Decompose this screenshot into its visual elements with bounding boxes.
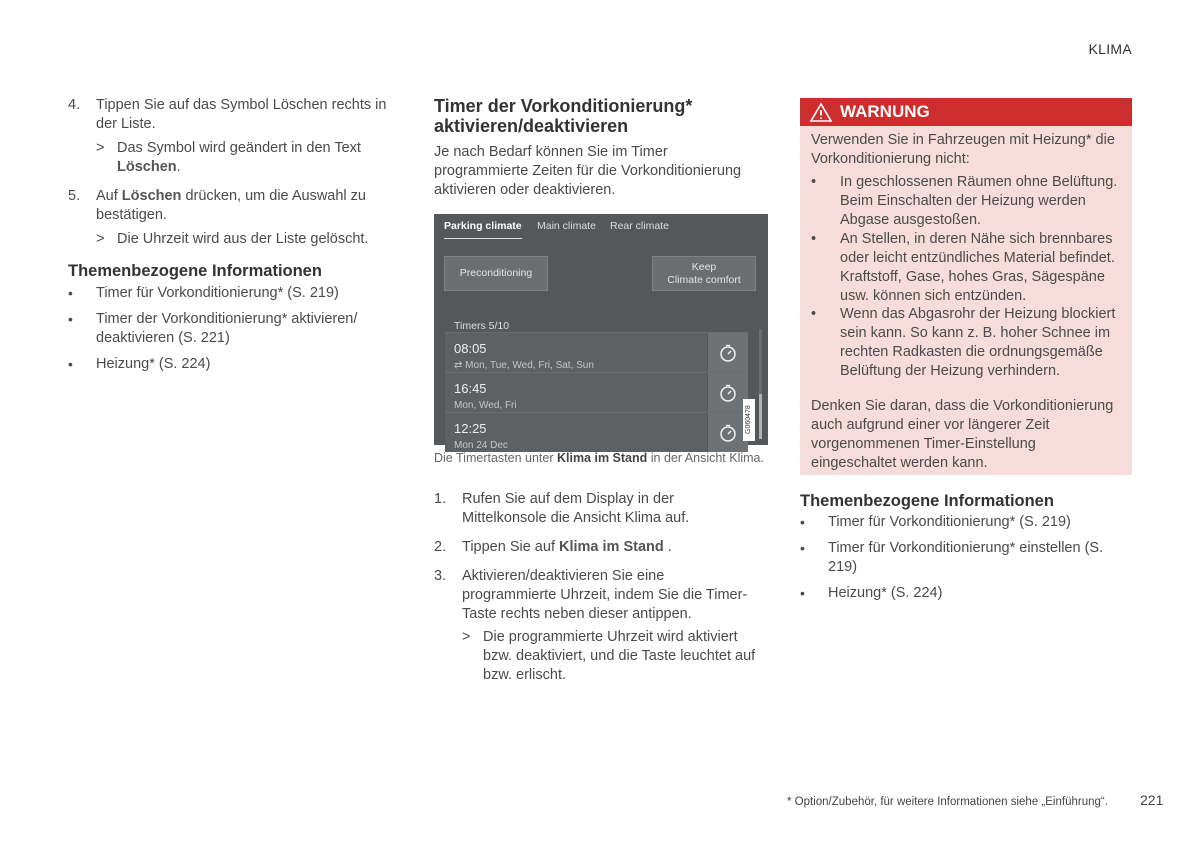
warning-bullet-text: In geschlossenen Räumen ohne Belüftung. Beim Einschalten der Heizung werden Abgase ausgestoßen. [840, 174, 1118, 228]
timer-days: Mon 24 Dec [454, 440, 508, 451]
bullet-dot: • [68, 356, 73, 372]
tab-parking-climate[interactable]: Parking climate [444, 217, 522, 239]
intro-text: Je nach Bedarf können Sie im Timer programmierte Zeiten für die Vorkonditionierung aktivieren oder deaktivieren. [434, 144, 742, 198]
step-2 [434, 538, 769, 557]
step-4 [68, 96, 403, 134]
tab-rear-climate[interactable]: Rear climate [610, 220, 669, 232]
related-heading: Themenbezogene Informationen [68, 262, 322, 280]
timer-time: 16:45 [454, 381, 487, 396]
button-label-line-1: Keep [691, 260, 717, 273]
related-link-text: Timer für Vorkonditionierung* (S. 219) [828, 514, 1071, 530]
bullet-dot: • [800, 514, 805, 530]
related-link[interactable] [800, 584, 1132, 603]
keep-climate-comfort-button[interactable] [652, 256, 756, 291]
result-marker: > [462, 629, 471, 645]
timer-toggle-button[interactable] [707, 373, 748, 412]
bullet-dot: • [68, 311, 73, 327]
related-heading: Themenbezogene Informationen [800, 492, 1054, 510]
tab-main-climate[interactable]: Main climate [537, 220, 596, 232]
step-5-result [68, 230, 403, 249]
ui-term-klima-im-stand: Klima im Stand [559, 539, 664, 555]
warning-triangle-icon [810, 102, 832, 122]
related-link-text: Timer der Vorkonditionierung* aktivieren/ deaktivieren (S. 221) [96, 311, 358, 346]
bullet-dot: • [811, 231, 817, 247]
step-number: 4. [68, 97, 81, 113]
footnote: * Option/Zubehör, für weitere Informationen siehe „Einführung“. [787, 796, 1108, 808]
related-link-text: Heizung* (S. 224) [828, 585, 943, 601]
related-link[interactable] [800, 539, 1132, 577]
ui-term-loeschen: Löschen [117, 159, 177, 175]
section-title: KLIMA [1088, 41, 1132, 57]
timer-toggle-button[interactable] [707, 333, 748, 372]
step-number: 3. [434, 568, 447, 584]
stopwatch-icon [718, 383, 738, 403]
climate-screen-image [434, 214, 768, 451]
step-text: Tippen Sie auf das Symbol Löschen rechts in der Liste. [96, 97, 387, 132]
timer-time: 12:25 [454, 421, 487, 436]
screen-tabs [434, 214, 768, 234]
stopwatch-icon [718, 343, 738, 363]
result-text: Die programmierte Uhrzeit wird aktiviert bzw. deaktiviert, und die Taste leuchtet auf bzw. erlischt. [483, 629, 756, 683]
step-3 [434, 567, 769, 624]
warning-header [800, 98, 1132, 126]
image-caption [434, 450, 764, 467]
related-link-text: Heizung* (S. 224) [96, 356, 211, 372]
heading-line-1: Timer der Vorkonditionierung* [434, 96, 693, 116]
repeat-icon: ⇄ [454, 360, 463, 371]
step-number: 1. [434, 491, 447, 507]
warning-intro: Verwenden Sie in Fahrzeugen mit Heizung* die Vorkonditionierung nicht: [811, 132, 1115, 167]
bullet-dot: • [811, 174, 817, 190]
bullet-dot: • [800, 540, 805, 556]
related-link[interactable] [68, 284, 403, 303]
result-marker: > [96, 140, 105, 156]
related-link-text: Timer für Vorkonditionierung* einstellen (S. 219) [828, 540, 1104, 575]
page-heading [434, 96, 692, 136]
timer-time: 08:05 [454, 341, 487, 356]
related-link[interactable] [68, 355, 403, 374]
warning-box [800, 126, 1132, 475]
step-4-result [68, 139, 403, 177]
step-text: Auf [96, 188, 122, 204]
warning-bullet-text: Wenn das Abgasrohr der Heizung blockiert sein kann. So kann z. B. hoher Schnee im rechten Radkasten die ordnungsgemäße Belüftung der Heizung verhindern. [840, 306, 1116, 379]
step-text: Aktivieren/deaktivieren Sie eine programmierte Uhrzeit, indem Sie die Timer-Taste rechts neben dieser antippen. [462, 568, 748, 622]
step-number: 2. [434, 539, 447, 555]
image-code: G060478 [743, 399, 755, 441]
step-5 [68, 187, 403, 225]
related-link[interactable] [68, 310, 403, 348]
button-label-line-2: Climate comfort [667, 273, 741, 286]
timer-row[interactable] [445, 372, 748, 412]
related-link[interactable] [800, 513, 1132, 532]
step-text: Rufen Sie auf dem Display in der Mittelkonsole die Ansicht Klima auf. [462, 491, 690, 526]
related-link-text: Timer für Vorkonditionierung* (S. 219) [96, 285, 339, 301]
warning-title: WARNUNG [840, 102, 930, 121]
bullet-dot: • [800, 585, 805, 601]
warning-bullet [811, 173, 1121, 230]
warning-bullet-text: An Stellen, in deren Nähe sich brennbares oder leicht entzündliches Material befindet. Kraftstoff, Gase, hohes Gras, Sägespäne usw. können sich entzünden. [840, 231, 1115, 304]
bullet-dot: • [811, 306, 817, 322]
result-marker: > [96, 231, 105, 247]
ui-term-klima-im-stand: Klima im Stand [556, 451, 648, 465]
result-text: Das Symbol wird geändert in den Text [117, 140, 361, 156]
step-text-end: drücken, um die Auswahl zu bestätigen. [96, 188, 366, 223]
step-text-end: . [663, 539, 672, 555]
timer-days: Mon, Tue, Wed, Fri, Sat, Sun [465, 360, 594, 371]
result-text-end: . [176, 159, 181, 175]
caption-text-end: in der Ansicht Klima. [647, 451, 764, 465]
page-number: 221 [1140, 792, 1164, 808]
warning-outro: Denken Sie daran, dass die Vorkonditionierung auch aufgrund einer vor längerer Zeit vorgenommenen Timer-Einstellung eingeschaltet werden kann. [811, 398, 1114, 471]
step-1 [434, 490, 769, 528]
stopwatch-icon [718, 423, 738, 443]
ui-term-loeschen: Löschen [121, 188, 182, 204]
timers-count: Timers 5/10 [454, 320, 510, 332]
heading-line-2: aktivieren/deaktivieren [434, 116, 629, 136]
step-3-result [434, 628, 769, 685]
preconditioning-button[interactable]: Preconditioning [444, 256, 548, 291]
step-number: 5. [68, 188, 81, 204]
timer-toggle-button[interactable] [707, 413, 748, 452]
caption-text: Die Timertasten unter [434, 451, 557, 465]
scrollbar-thumb[interactable] [759, 394, 762, 439]
result-text: Die Uhrzeit wird aus der Liste gelöscht. [117, 231, 369, 247]
timer-row[interactable] [445, 332, 748, 372]
warning-bullet [811, 305, 1121, 381]
timer-row[interactable] [445, 412, 748, 452]
timer-days: Mon, Wed, Fri [454, 400, 517, 411]
bullet-dot: • [68, 285, 73, 301]
step-text: Tippen Sie auf [462, 539, 559, 555]
warning-bullet [811, 230, 1121, 306]
